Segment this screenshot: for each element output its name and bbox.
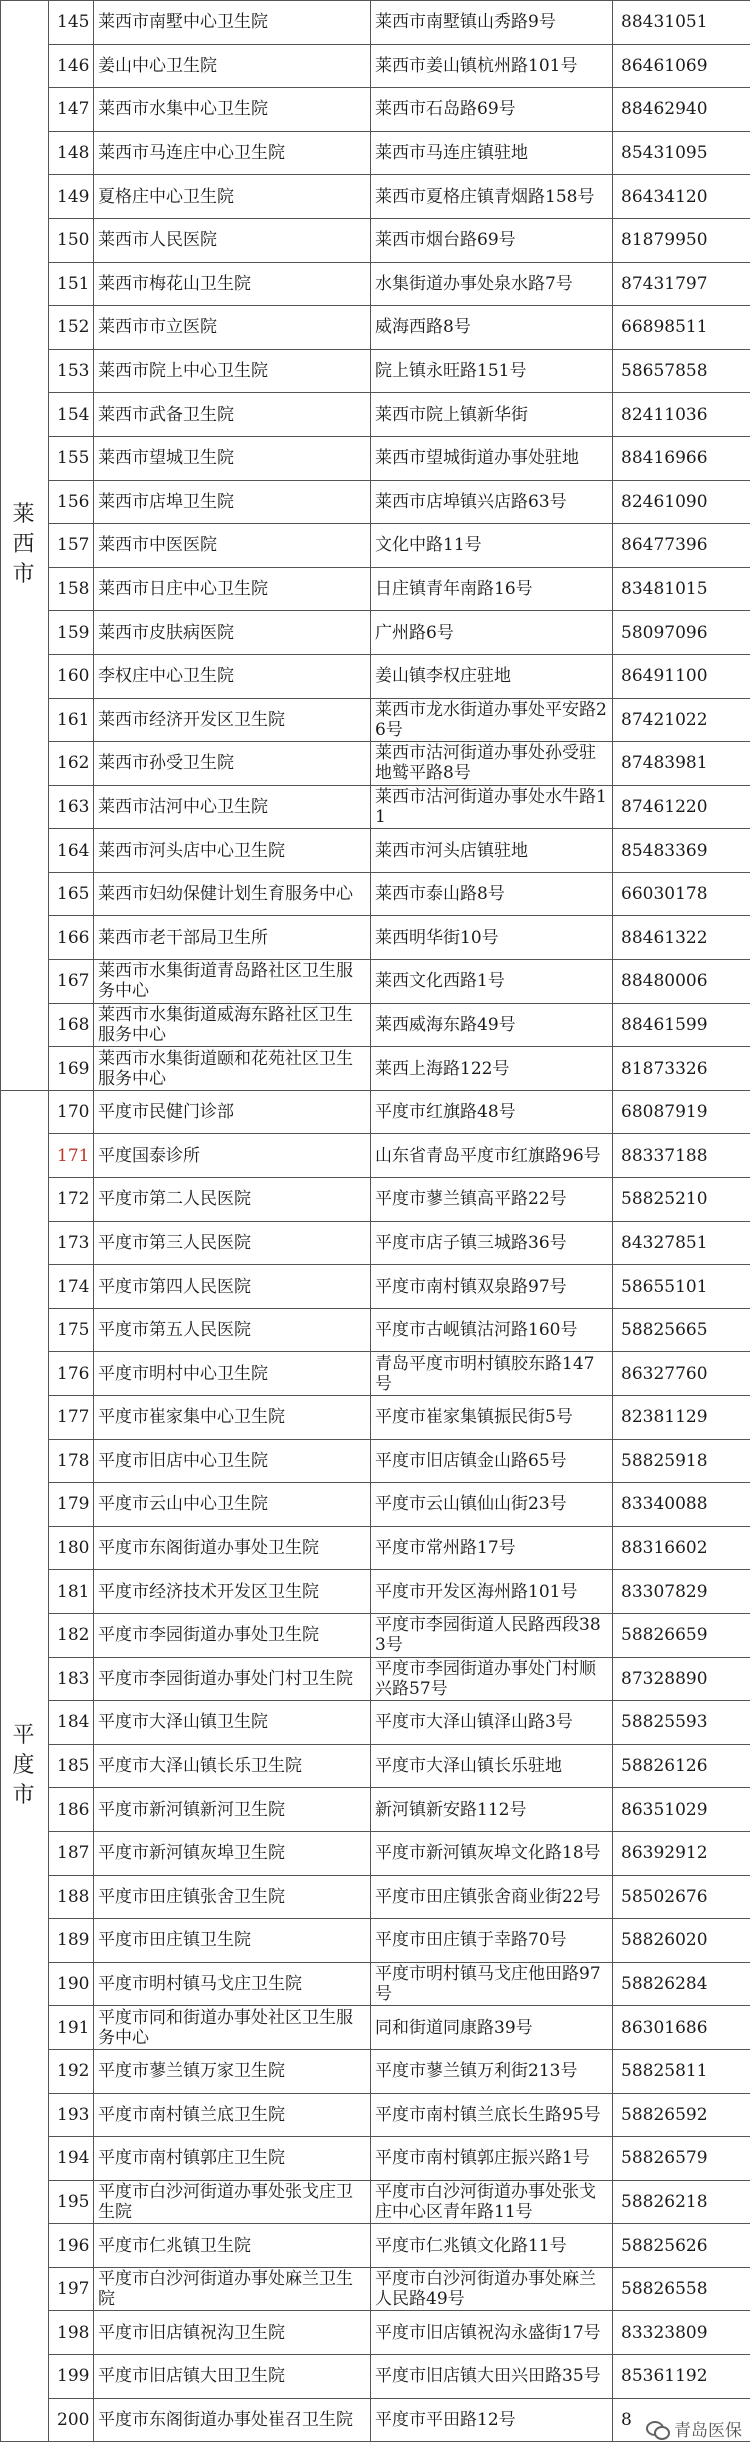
hospital-address: 莱西市河头店镇驻地 [371,829,613,873]
hospital-phone: 58825210 [613,1178,750,1222]
hospital-phone: 87461220 [613,785,750,829]
hospital-address: 平度市平田路12号 [371,2398,613,2442]
row-number: 192 [49,2049,94,2093]
table-row [1,2267,750,2311]
row-number: 156 [49,480,94,524]
hospital-phone: 85361192 [613,2355,750,2399]
row-number: 178 [49,1439,94,1483]
hospital-name: 平度市明村中心卫生院 [94,1352,371,1396]
row-number: 193 [49,2093,94,2137]
hospital-address: 平度市南村镇郭庄振兴路1号 [371,2137,613,2181]
hospital-address: 平度市红旗路48号 [371,1090,613,1134]
hospital-address: 平度市白沙河街道办事处张戈庄中心区青年路11号 [371,2180,613,2224]
hospital-phone: 58825918 [613,1439,750,1483]
hospital-name: 平度市云山中心卫生院 [94,1483,371,1527]
hospital-phone: 8 [613,2398,750,2442]
hospital-name: 平度市大泽山镇卫生院 [94,1701,371,1745]
table-row [1,1396,750,1440]
hospital-address: 姜山镇李权庄驻地 [371,654,613,698]
hospital-name: 莱西市孙受卫生院 [94,742,371,786]
row-number: 184 [49,1701,94,1745]
hospital-phone: 58097096 [613,611,750,655]
table-row [1,2049,750,2093]
row-number: 197 [49,2267,94,2311]
hospital-phone: 87421022 [613,698,750,742]
row-number: 162 [49,742,94,786]
hospital-name: 平度市第三人民医院 [94,1221,371,1265]
hospital-phone: 88461599 [613,1003,750,1047]
hospital-name: 平度市同和街道办事处社区卫生服务中心 [94,2006,371,2050]
table-row [1,1919,750,1963]
hospital-name: 平度市崔家集中心卫生院 [94,1396,371,1440]
hospital-address: 日庄镇青年南路16号 [371,567,613,611]
hospital-address: 平度市旧店镇金山路65号 [371,1439,613,1483]
hospital-phone: 58826126 [613,1744,750,1788]
hospital-phone: 88337188 [613,1134,750,1178]
hospital-phone: 87431797 [613,262,750,306]
table-row [1,262,750,306]
hospital-phone: 86461069 [613,44,750,88]
hospital-address: 平度市旧店镇祝沟永盛街17号 [371,2311,613,2355]
hospital-phone: 58825626 [613,2224,750,2268]
row-number: 185 [49,1744,94,1788]
row-number: 195 [49,2180,94,2224]
table-row [1,1701,750,1745]
hospital-phone: 82461090 [613,480,750,524]
hospital-name: 平度市经济技术开发区卫生院 [94,1570,371,1614]
hospital-name: 平度市白沙河街道办事处麻兰卫生院 [94,2267,371,2311]
table-row [1,1962,750,2006]
hospital-address: 莱西上海路122号 [371,1047,613,1091]
hospital-address: 莱西明华街10号 [371,916,613,960]
hospital-name: 莱西市武备卫生院 [94,393,371,437]
hospital-name: 平度市新河镇灰埠卫生院 [94,1831,371,1875]
table-row [1,1744,750,1788]
hospital-phone: 58826218 [613,2180,750,2224]
hospital-address: 平度市田庄镇于幸路70号 [371,1919,613,1963]
hospital-address: 莱西市马连庄镇驻地 [371,131,613,175]
hospital-phone: 82381129 [613,1396,750,1440]
hospital-name: 平度市南村镇郭庄卫生院 [94,2137,371,2181]
hospital-address: 平度市常州路17号 [371,1526,613,1570]
hospital-name: 平度市田庄镇张舍卫生院 [94,1875,371,1919]
row-number: 176 [49,1352,94,1396]
row-number: 160 [49,654,94,698]
city-cell: 平度市 [1,1090,49,2441]
hospital-name: 平度市第五人民医院 [94,1308,371,1352]
hospital-address: 平度市店子镇三城路36号 [371,1221,613,1265]
hospital-name: 莱西市梅花山卫生院 [94,262,371,306]
hospital-phone: 81873326 [613,1047,750,1091]
hospital-address: 莱西市南墅镇山秀路9号 [371,1,613,45]
table-row [1,1134,750,1178]
hospital-name: 平度市明村镇马戈庄卫生院 [94,1962,371,2006]
table-row [1,1265,750,1309]
row-number: 147 [49,88,94,132]
hospital-address: 广州路6号 [371,611,613,655]
table-row [1,393,750,437]
hospital-phone: 83481015 [613,567,750,611]
hospital-phone: 58502676 [613,1875,750,1919]
row-number: 181 [49,1570,94,1614]
hospital-address: 平度市明村镇马戈庄他田路97号 [371,1962,613,2006]
hospital-address: 莱西市夏格庄镇青烟路158号 [371,175,613,219]
table-row [1,2006,750,2050]
hospital-address: 平度市仁兆镇文化路11号 [371,2224,613,2268]
table-row [1,654,750,698]
row-number: 171 [49,1134,94,1178]
hospital-name: 平度国泰诊所 [94,1134,371,1178]
hospital-phone: 82411036 [613,393,750,437]
row-number: 190 [49,1962,94,2006]
table-row [1,2093,750,2137]
hospital-phone: 86351029 [613,1788,750,1832]
hospital-name: 莱西市水集街道青岛路社区卫生服务中心 [94,960,371,1004]
table-row [1,1788,750,1832]
row-number: 196 [49,2224,94,2268]
hospital-phone: 66898511 [613,306,750,350]
hospital-name: 莱西市沽河中心卫生院 [94,785,371,829]
hospital-address: 莱西市店埠镇兴店路63号 [371,480,613,524]
hospital-phone: 86434120 [613,175,750,219]
hospital-address: 平度市开发区海州路101号 [371,1570,613,1614]
row-number: 148 [49,131,94,175]
hospital-phone: 88462940 [613,88,750,132]
table-row [1,742,750,786]
hospital-name: 姜山中心卫生院 [94,44,371,88]
row-number: 169 [49,1047,94,1091]
table-row [1,1875,750,1919]
hospital-phone: 58825593 [613,1701,750,1745]
hospital-name: 莱西市河头店中心卫生院 [94,829,371,873]
row-number: 177 [49,1396,94,1440]
hospital-address: 文化中路11号 [371,524,613,568]
hospital-phone: 86491100 [613,654,750,698]
table-row [1,2398,750,2442]
hospital-phone: 88431051 [613,1,750,45]
table-row [1,1657,750,1701]
hospital-address: 平度市新河镇灰埠文化路18号 [371,1831,613,1875]
row-number: 159 [49,611,94,655]
hospital-address: 平度市蓼兰镇万利街213号 [371,2049,613,2093]
hospital-address: 平度市大泽山镇长乐驻地 [371,1744,613,1788]
hospital-name: 莱西市水集中心卫生院 [94,88,371,132]
hospital-address: 平度市南村镇双泉路97号 [371,1265,613,1309]
hospital-name: 平度市旧店中心卫生院 [94,1439,371,1483]
table-body [1,1,750,2442]
row-number: 198 [49,2311,94,2355]
hospital-address: 莱西市望城街道办事处驻地 [371,436,613,480]
hospital-address: 平度市白沙河街道办事处麻兰人民路49号 [371,2267,613,2311]
row-number: 182 [49,1613,94,1657]
hospital-phone: 86477396 [613,524,750,568]
row-number: 183 [49,1657,94,1701]
row-number: 187 [49,1831,94,1875]
table-row [1,1526,750,1570]
table-row [1,1831,750,1875]
hospital-name: 莱西市院上中心卫生院 [94,349,371,393]
table-row [1,349,750,393]
hospital-name: 平度市大泽山镇长乐卫生院 [94,1744,371,1788]
table-row [1,1003,750,1047]
hospital-address: 水集街道办事处泉水路7号 [371,262,613,306]
hospital-name: 莱西市中医医院 [94,524,371,568]
hospital-phone: 58826659 [613,1613,750,1657]
hospital-address: 莱西市龙水街道办事处平安路26号 [371,698,613,742]
row-number: 151 [49,262,94,306]
hospital-phone: 83340088 [613,1483,750,1527]
hospital-address: 平度市崔家集镇振民街5号 [371,1396,613,1440]
table-row [1,960,750,1004]
hospital-phone: 83323809 [613,2311,750,2355]
row-number: 153 [49,349,94,393]
hospital-phone: 58826020 [613,1919,750,1963]
hospital-name: 平度市李园街道办事处门村卫生院 [94,1657,371,1701]
hospital-address: 平度市李园街道人民路西段383号 [371,1613,613,1657]
hospital-phone: 58826558 [613,2267,750,2311]
table-row [1,698,750,742]
table-row [1,1483,750,1527]
hospital-phone: 85431095 [613,131,750,175]
hospital-address: 平度市大泽山镇泽山路3号 [371,1701,613,1745]
city-cell: 莱西市 [1,1,49,1091]
row-number: 167 [49,960,94,1004]
hospital-address: 青岛平度市明村镇胶东路147号 [371,1352,613,1396]
row-number: 163 [49,785,94,829]
hospital-address: 山东省青岛平度市红旗路96号 [371,1134,613,1178]
table-row [1,567,750,611]
hospital-name: 莱西市望城卫生院 [94,436,371,480]
hospital-phone: 58825665 [613,1308,750,1352]
hospital-phone: 84327851 [613,1221,750,1265]
table-row [1,2311,750,2355]
row-number: 155 [49,436,94,480]
hospital-name: 平度市田庄镇卫生院 [94,1919,371,1963]
hospital-name: 莱西市南墅中心卫生院 [94,1,371,45]
wechat-icon [646,2419,668,2439]
hospital-name: 平度市东阁街道办事处卫生院 [94,1526,371,1570]
row-number: 186 [49,1788,94,1832]
hospital-phone: 88480006 [613,960,750,1004]
hospital-name: 平度市东阁街道办事处崔召卫生院 [94,2398,371,2442]
row-number: 154 [49,393,94,437]
table-row [1,1308,750,1352]
row-number: 161 [49,698,94,742]
hospital-phone: 66030178 [613,872,750,916]
hospital-address: 新河镇新安路112号 [371,1788,613,1832]
row-number: 191 [49,2006,94,2050]
hospital-phone: 68087919 [613,1090,750,1134]
row-number: 172 [49,1178,94,1222]
hospital-name: 莱西市水集街道威海东路社区卫生服务中心 [94,1003,371,1047]
hospital-phone: 58655101 [613,1265,750,1309]
watermark [646,2416,742,2441]
hospital-address: 莱西市沽河街道办事处孙受驻地鹫平路8号 [371,742,613,786]
row-number: 166 [49,916,94,960]
hospital-phone: 87328890 [613,1657,750,1701]
hospital-address: 同和街道同康路39号 [371,2006,613,2050]
hospital-name: 夏格庄中心卫生院 [94,175,371,219]
table-row [1,175,750,219]
row-number: 189 [49,1919,94,1963]
hospital-name: 莱西市店埠卫生院 [94,480,371,524]
row-number: 194 [49,2137,94,2181]
hospital-name: 平度市南村镇兰底卫生院 [94,2093,371,2137]
hospital-address: 平度市旧店镇大田兴田路35号 [371,2355,613,2399]
table-row [1,611,750,655]
table-row [1,916,750,960]
table-row [1,785,750,829]
hospital-name: 莱西市经济开发区卫生院 [94,698,371,742]
hospital-name: 平度市第二人民医院 [94,1178,371,1222]
hospital-phone: 58826579 [613,2137,750,2181]
hospital-phone: 88416966 [613,436,750,480]
hospital-address: 平度市云山镇仙山街23号 [371,1483,613,1527]
hospital-name: 平度市新河镇新河卫生院 [94,1788,371,1832]
table-row [1,436,750,480]
hospital-address: 莱西市石岛路69号 [371,88,613,132]
hospital-name: 莱西市妇幼保健计划生育服务中心 [94,872,371,916]
row-number: 150 [49,218,94,262]
table-row [1,1047,750,1091]
hospital-name: 莱西市水集街道颐和花苑社区卫生服务中心 [94,1047,371,1091]
row-number: 180 [49,1526,94,1570]
hospital-name: 莱西市皮肤病医院 [94,611,371,655]
hospital-name: 莱西市市立医院 [94,306,371,350]
hospital-name: 平度市旧店镇大田卫生院 [94,2355,371,2399]
hospital-address: 莱西市泰山路8号 [371,872,613,916]
table-row [1,872,750,916]
hospital-address: 莱西市院上镇新华街 [371,393,613,437]
table-row [1,1,750,45]
hospital-name: 平度市第四人民医院 [94,1265,371,1309]
hospital-name: 莱西市马连庄中心卫生院 [94,131,371,175]
hospital-name: 平度市蓼兰镇万家卫生院 [94,2049,371,2093]
table-row [1,1221,750,1265]
hospital-phone: 87483981 [613,742,750,786]
hospital-address: 莱西市沽河街道办事处水牛路11 [371,785,613,829]
table-row [1,44,750,88]
hospital-phone: 85483369 [613,829,750,873]
hospital-phone: 58657858 [613,349,750,393]
row-number: 158 [49,567,94,611]
row-number: 170 [49,1090,94,1134]
table-row [1,2224,750,2268]
table-row [1,480,750,524]
table-row [1,1613,750,1657]
hospital-address: 平度市蓼兰镇高平路22号 [371,1178,613,1222]
table-row [1,1090,750,1134]
hospital-address: 平度市田庄镇张舍商业街22号 [371,1875,613,1919]
hospital-name: 平度市白沙河街道办事处张戈庄卫生院 [94,2180,371,2224]
table-row [1,218,750,262]
hospital-name: 莱西市人民医院 [94,218,371,262]
row-number: 179 [49,1483,94,1527]
hospital-phone: 88461322 [613,916,750,960]
row-number: 168 [49,1003,94,1047]
table-row [1,2355,750,2399]
row-number: 199 [49,2355,94,2399]
table-row [1,1178,750,1222]
row-number: 173 [49,1221,94,1265]
watermark-text: 青岛医保 [674,2421,742,2441]
row-number: 146 [49,44,94,88]
hospital-phone: 58826284 [613,1962,750,2006]
hospital-address: 莱西文化西路1号 [371,960,613,1004]
hospital-phone: 88316602 [613,1526,750,1570]
hospital-name: 平度市李园街道办事处卫生院 [94,1613,371,1657]
hospital-name: 平度市仁兆镇卫生院 [94,2224,371,2268]
hospital-name: 李权庄中心卫生院 [94,654,371,698]
hospital-phone: 58825811 [613,2049,750,2093]
table-row [1,829,750,873]
table-row [1,2180,750,2224]
table-row [1,131,750,175]
hospital-name: 平度市旧店镇祝沟卫生院 [94,2311,371,2355]
row-number: 200 [49,2398,94,2442]
row-number: 165 [49,872,94,916]
table-row [1,1352,750,1396]
row-number: 157 [49,524,94,568]
hospital-name: 莱西市日庄中心卫生院 [94,567,371,611]
table-row [1,2137,750,2181]
table-row [1,88,750,132]
hospital-phone: 81879950 [613,218,750,262]
row-number: 149 [49,175,94,219]
hospital-address: 莱西市姜山镇杭州路101号 [371,44,613,88]
hospital-address: 平度市李园街道办事处门村顺兴路57号 [371,1657,613,1701]
table-row [1,306,750,350]
table-row [1,1439,750,1483]
row-number: 152 [49,306,94,350]
hospital-name: 莱西市老干部局卫生所 [94,916,371,960]
hospital-address: 莱西威海东路49号 [371,1003,613,1047]
row-number: 188 [49,1875,94,1919]
row-number: 175 [49,1308,94,1352]
hospital-address: 平度市古岘镇沽河路160号 [371,1308,613,1352]
hospital-phone: 83307829 [613,1570,750,1614]
table-row [1,1570,750,1614]
hospital-name: 平度市民健门诊部 [94,1090,371,1134]
hospital-address: 平度市南村镇兰底长生路95号 [371,2093,613,2137]
hospital-address: 院上镇永旺路151号 [371,349,613,393]
hospital-address: 威海西路8号 [371,306,613,350]
row-number: 174 [49,1265,94,1309]
hospital-phone: 86392912 [613,1831,750,1875]
hospital-phone: 86327760 [613,1352,750,1396]
hospital-phone: 86301686 [613,2006,750,2050]
row-number: 164 [49,829,94,873]
table-row [1,524,750,568]
hospital-phone: 58826592 [613,2093,750,2137]
row-number: 145 [49,1,94,45]
hospital-address: 莱西市烟台路69号 [371,218,613,262]
